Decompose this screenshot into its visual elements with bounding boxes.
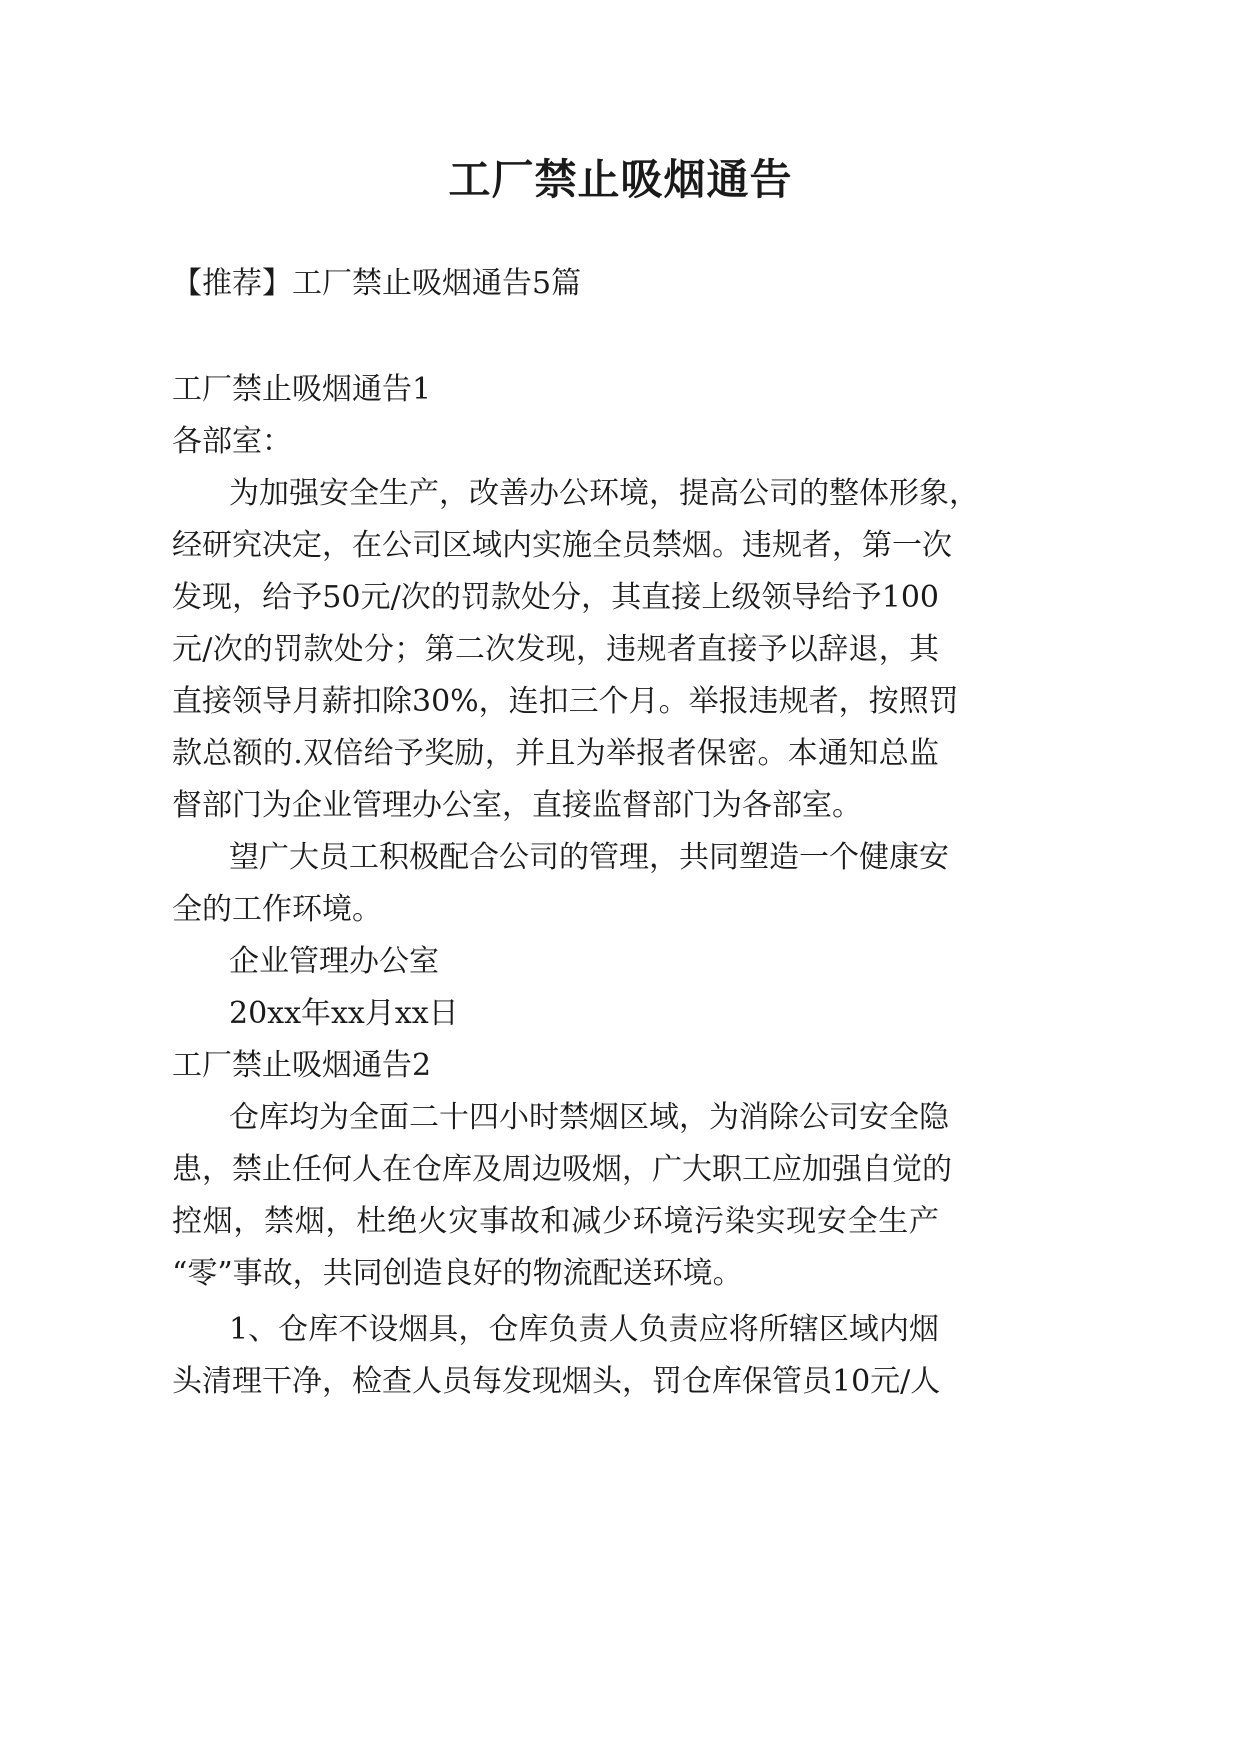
notice2-p1-line: 控烟，禁烟，杜绝火灾事故和减少环境污染实现安全生产 — [172, 1204, 939, 1239]
notice1-p1-line: 为加强安全生产，改善办公环境，提高公司的整体形象， — [229, 476, 979, 511]
notice1-p1-line: 元/次的罚款处分；第二次发现，违规者直接予以辞退，其 — [172, 632, 939, 667]
notice1-p1-line: 经研究决定，在公司区域内实施全员禁烟。违规者，第一次 — [172, 528, 952, 563]
notice1-salutation: 各部室： — [172, 424, 292, 459]
notice1-p1-line: 直接领导月薪扣除30%，连扣三个月。举报违规者，按照罚 — [172, 684, 959, 719]
notice2-item1-line: 1、仓库不设烟具，仓库负责人负责应将所辖区域内烟 — [229, 1312, 939, 1347]
notice2-p1-line: 仓库均为全面二十四小时禁烟区域，为消除公司安全隐 — [229, 1100, 949, 1135]
notice1-signer: 企业管理办公室 — [229, 944, 439, 979]
notice1-p2-line: 全的工作环境。 — [172, 892, 382, 927]
notice1-p1-line: 款总额的.双倍给予奖励，并且为举报者保密。本通知总监 — [172, 736, 939, 771]
notice1-p1-line: 发现，给予50元/次的罚款处分，其直接上级领导给予100 — [172, 580, 939, 615]
notice2-p1-line: “零”事故，共同创造良好的物流配送环境。 — [172, 1256, 743, 1291]
notice1-p1-line: 督部门为企业管理办公室，直接监督部门为各部室。 — [172, 788, 862, 823]
notice1-heading: 工厂禁止吸烟通告1 — [172, 372, 432, 407]
intro-line: 【推荐】工厂禁止吸烟通告5篇 — [172, 266, 582, 301]
notice2-p1-line: 患，禁止任何人在仓库及周边吸烟，广大职工应加强自觉的 — [172, 1152, 952, 1187]
notice2-item1-line: 头清理干净，检查人员每发现烟头，罚仓库保管员10元/人 — [172, 1364, 941, 1399]
document-title: 工厂禁止吸烟通告 — [448, 155, 793, 204]
notice2-heading: 工厂禁止吸烟通告2 — [172, 1048, 432, 1083]
notice1-p2-line: 望广大员工积极配合公司的管理，共同塑造一个健康安 — [229, 840, 949, 875]
notice1-date: 20xx年xx月xx日 — [229, 996, 459, 1031]
